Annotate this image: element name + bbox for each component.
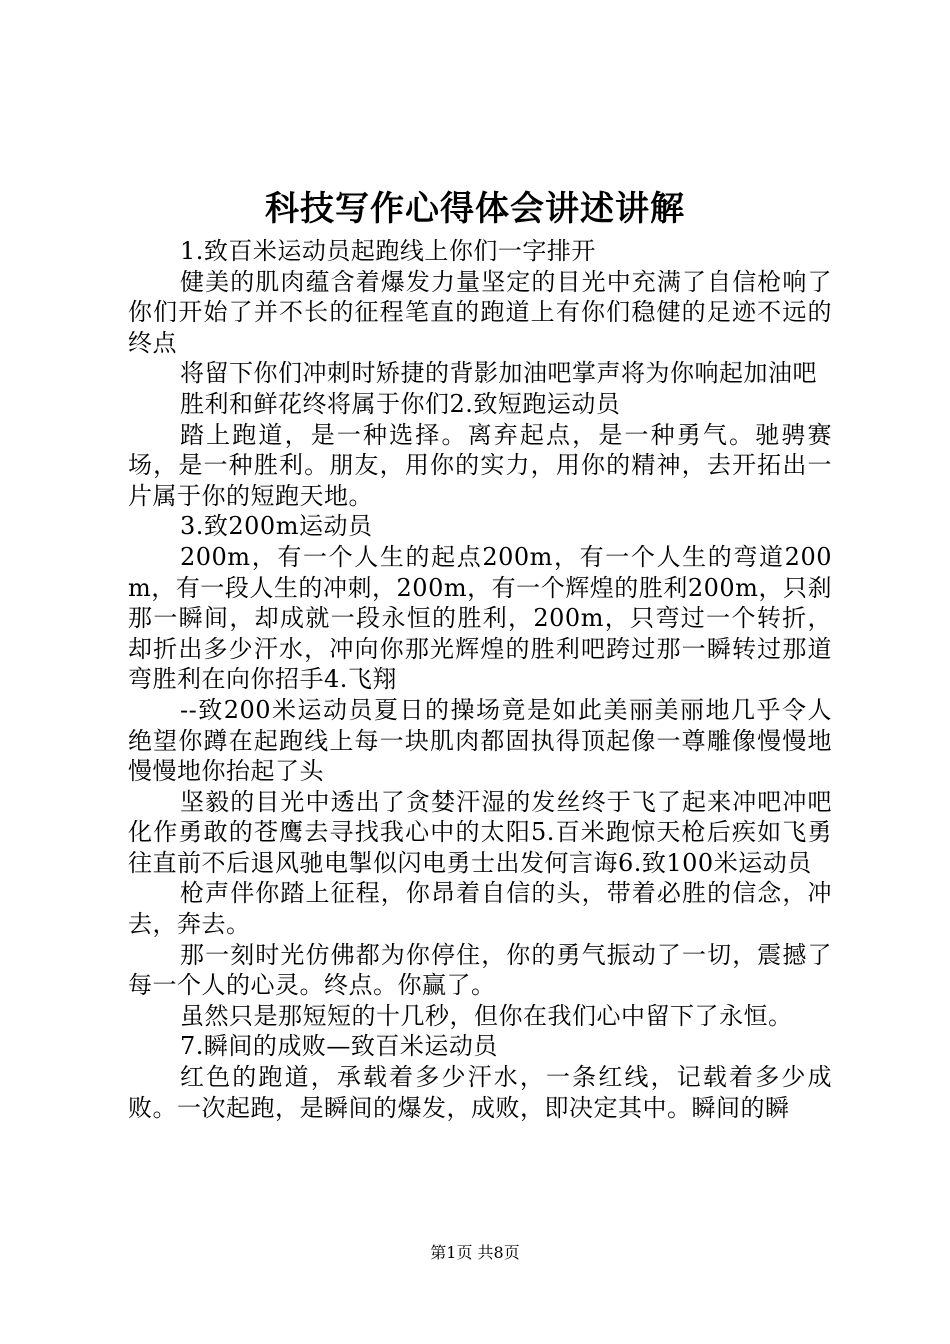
paragraph: --致200米运动员夏日的操场竟是如此美丽美丽地几乎令人绝望你蹲在起跑线上每一块肌肉都固执得顶起像一尊雕像慢慢地慢慢地你抬起了头 [128, 695, 832, 786]
paragraph: 虽然只是那短短的十几秒，但你在我们心中留下了永恒。 [180, 1001, 793, 1030]
paragraph: 枪声伴你踏上征程，你昂着自信的头，带着必胜的信念，冲去，奔去。 [128, 879, 832, 939]
paragraph: 1.致百米运动员起跑线上你们一字排开 [180, 237, 596, 265]
paragraph: 红色的跑道，承载着多少汗水，一条红线，记载着多少成败。一次起跑，是瞬间的爆发，成败，即决定其中。瞬间的瞬 [128, 1063, 832, 1122]
paragraph: 200m，有一个人生的起点200m，有一个人生的弯道200m，有一段人生的冲刺，200m，有一个辉煌的胜利200m，只刹那一瞬间，却成就一段永恒的胜利，200m，只弯过一个转折，却折出多少汗水，冲向你那光辉煌的胜利吧跨过那一瞬转过那道弯胜利在向你招手4.飞翔 [128, 542, 832, 694]
page-footer: 第1页 共8页 [430, 1243, 520, 1262]
paragraph: 胜利和鲜花终将属于你们2.致短跑运动员 [180, 389, 621, 418]
paragraph: 踏上跑道，是一种选择。离弃起点，是一种勇气。驰骋赛场，是一种胜利。朋友，用你的实力，用你的精神，去开拓出一片属于你的短跑天地。 [128, 420, 832, 510]
document-title: 科技写作心得体会讲述讲解 [265, 189, 685, 229]
paragraph: 那一刻时光仿佛都为你停住，你的勇气振动了一切，震撼了每一个人的心灵。终点。你赢了。 [128, 940, 832, 1000]
document-body [128, 236, 832, 1123]
paragraph: 坚毅的目光中透出了贪婪汗湿的发丝终于飞了起来冲吧冲吧化作勇敢的苍鹰去寻找我心中的太阳5.百米跑惊天枪后疾如飞勇往直前不后退风驰电掣似闪电勇士出发何言诲6.致100米运动员 [128, 787, 832, 877]
paragraph: 将留下你们冲刺时矫捷的背影加油吧掌声将为你响起加油吧 [180, 359, 817, 388]
paragraph: 3.致200m运动员 [180, 512, 373, 541]
paragraph: 健美的肌肉蕴含着爆发力量坚定的目光中充满了自信枪响了你们开始了并不长的征程笔直的跑道上有你们稳健的足迹不远的终点 [128, 267, 832, 357]
paragraph: 7.瞬间的成败—致百米运动员 [180, 1032, 498, 1061]
